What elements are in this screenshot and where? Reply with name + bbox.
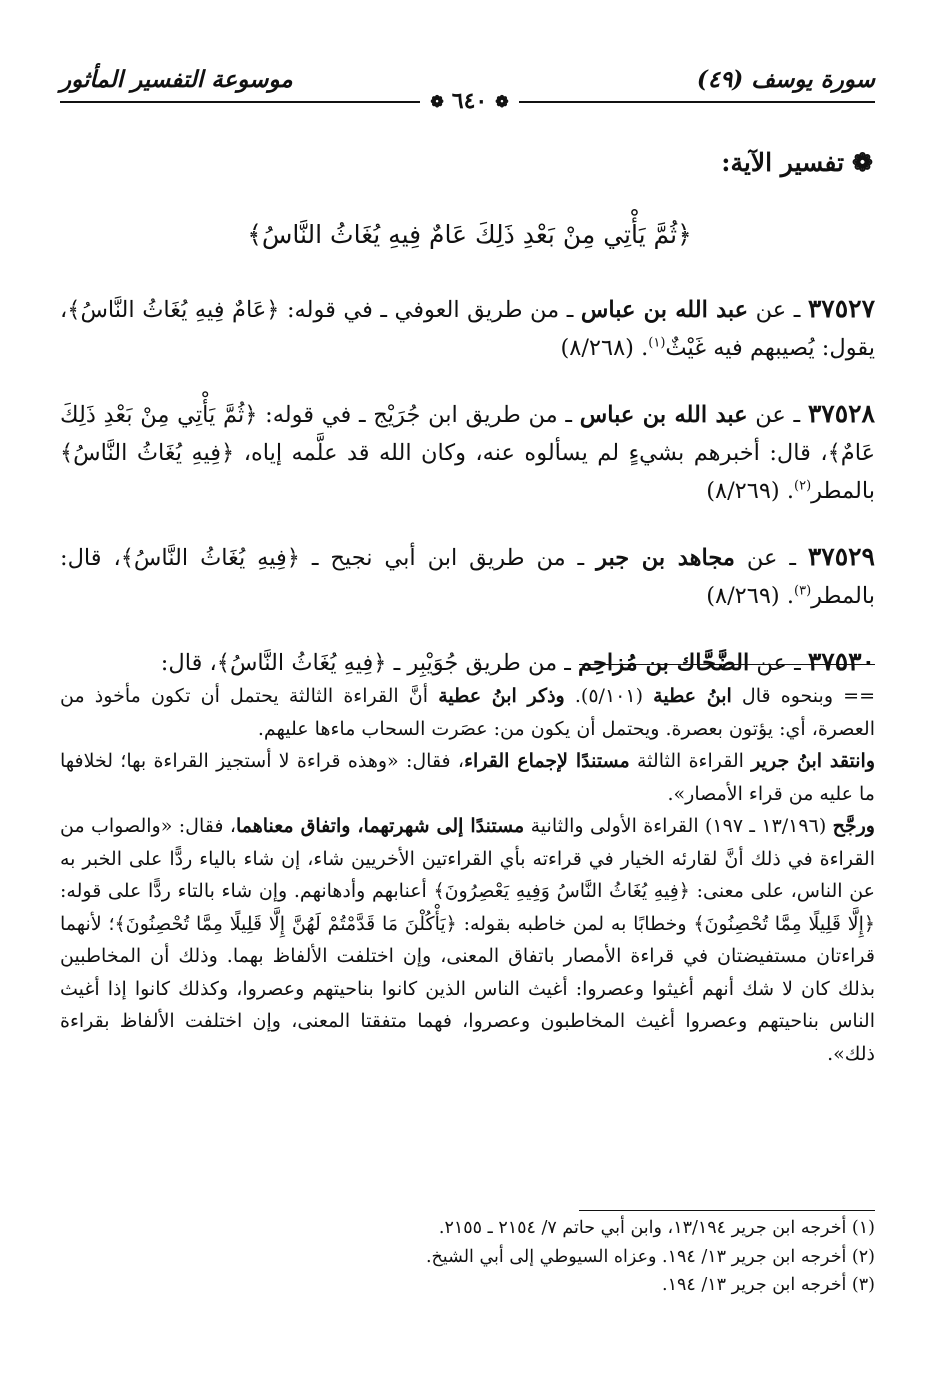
- note-bold: ورجَّح: [832, 815, 875, 837]
- footnotes: [60, 1214, 875, 1300]
- note-bold: وانتقد ابنُ جرير: [751, 750, 875, 772]
- entry-reference: . (٨/٢٦٨): [560, 335, 649, 361]
- footnote-ref[interactable]: (٣): [794, 583, 812, 599]
- entry-text: ، قال:: [160, 650, 217, 676]
- note-text: أعنابهم وأدهانهم. وإن شاء بالتاء ردًّا على قوله:: [60, 880, 434, 902]
- entry-reference: . (٨/٢٦٩): [706, 478, 794, 504]
- ornament-icon: ❁: [495, 91, 509, 111]
- entry-text: ، قال: أخبرهم بشيءٍ لم يسألوه عنه، وكان الله قد علَّمه إياه،: [234, 440, 828, 466]
- entry-text: ـ من طريق ابن أبي نجيح ـ: [299, 545, 597, 571]
- section-heading: [721, 148, 873, 177]
- note-text: أنَّ القراءة الثالثة يحتمل أن تكون مأخوذ من العصرة، أي: يؤتون بعصرة. ويحتمل أن يكون من: عصَرت السحاب ماءها عليهم.: [60, 685, 875, 740]
- quran-quote: ﴿فِيهِ يُغَاثُ النَّاسُ﴾: [120, 545, 300, 571]
- quran-quote: ﴿فِيهِ يُغَاثُ النَّاسُ وَفِيهِ يَعْصِرُونَ﴾: [433, 880, 690, 902]
- commentary-notes: [60, 680, 875, 1070]
- note-bold: مستندًا لإجماع القراء: [464, 750, 630, 772]
- page-number-wrap: [0, 88, 939, 114]
- narration-entry: [60, 290, 875, 367]
- entry-text: ـ من طريق العوفي ـ في قوله:: [279, 297, 581, 323]
- footnote-item: (٢) أخرجه ابن جرير ١٣/ ١٩٤. وعزاه السيوطي إلى أبي الشيخ.: [425, 1246, 875, 1267]
- note-text: وخطابًا به لمن خاطبه بقوله:: [456, 912, 694, 935]
- footnote-divider: [579, 1210, 875, 1211]
- entry-text: ـ عن: [747, 402, 808, 428]
- quran-quote: ﴿إِلَّا قَلِيلًا مِمَّا تُحْصِنُونَ﴾: [693, 912, 876, 935]
- narration-entry: [60, 395, 875, 510]
- narrator-name: الضَّحَّاك بن مُزاحِم: [578, 650, 750, 676]
- entry-number: ٣٧٥٢٨: [807, 399, 875, 428]
- note-text: ، فقال: «وهذه قراءة لا أستجيز القراءة بها؛ لخلافها ما عليه من قراء الأمصار».: [60, 750, 875, 805]
- note-text: ؛ لأنهما قراءتان مستفيضتان في قراءة الأمصار باتفاق المعنى، وإن اختلفت الألفاظ بهما. وذلك أن المخاطبين بذلك كان لا شك أنهم أغيثوا وعصروا: أغيث الناس الذين كانوا بناحيتهم وعصروا، وكذلك كانوا إذا أغيث الناس بناحيتهم وعصروا أغيث المخاطبون وعصروا، فهما متفقتا المعنى، وإن اختلفت الألفاظ بقراءة ذلك».: [60, 912, 875, 1065]
- footnote-ref[interactable]: (١): [648, 335, 666, 351]
- entry-text: ـ عن: [748, 297, 808, 323]
- entry-number: ٣٧٥٣٠: [807, 647, 875, 676]
- entry-reference: . (٨/٢٦٩): [706, 583, 794, 609]
- entry-text: ـ من طريق ابن جُرَيْج ـ في قوله:: [257, 402, 580, 428]
- narrator-name: مجاهد بن جبر: [596, 545, 735, 571]
- narration-entry: [60, 643, 875, 682]
- quran-quote: ﴿عَامٌ فِيهِ يُغَاثُ النَّاسُ﴾: [67, 297, 280, 323]
- page-number-box: [420, 88, 518, 114]
- entry-text: بالمطر: [811, 478, 875, 504]
- narrator-name: عبد الله بن عباس: [579, 402, 748, 428]
- notes-divider: [579, 664, 875, 665]
- note-text: (١٣/١٩٦ ـ ١٩٧) القراءة الأولى والثانية: [524, 815, 833, 837]
- note-paragraph: [60, 810, 875, 1070]
- quran-quote: ﴿فِيهِ يُغَاثُ النَّاسُ﴾: [216, 650, 387, 676]
- entry-text: ـ عن: [749, 650, 808, 676]
- quran-quote: ﴿فِيهِ يُغَاثُ النَّاسُ﴾: [60, 440, 235, 466]
- page-number: ٦٤٠: [451, 88, 488, 114]
- note-text: == وبنحوه قال: [731, 685, 875, 707]
- narration-entry: [60, 538, 875, 615]
- note-bold: وذكر ابنُ عطية: [438, 685, 565, 707]
- entry-text: ـ عن: [734, 545, 808, 571]
- footnote-item: (١) أخرجه ابن جرير ١٣/١٩٤، وابن أبي حاتم ٧/ ٢١٥٤ ـ ٢١٥٥.: [438, 1218, 875, 1238]
- footnote-item: (٣) أخرجه ابن جرير ١٣/ ١٩٤.: [662, 1275, 875, 1295]
- surah-title: سورة يوسف (٤٩): [696, 65, 875, 93]
- footnote-ref[interactable]: (٢): [794, 478, 812, 494]
- ornament-icon: ❁: [430, 91, 444, 111]
- narrator-name: عبد الله بن عباس: [580, 297, 749, 323]
- section-title: تفسير الآية:: [721, 148, 845, 177]
- book-title: موسوعة التفسير المأثور: [60, 65, 293, 93]
- entry-text: ـ من طريق جُوَيْبِر ـ: [386, 650, 579, 676]
- note-bold: مستندًا إلى شهرتهما، واتفاق معناهما: [235, 815, 525, 837]
- note-text: ، فقال: «والصواب من القراءة في ذلك أنَّ لقارئه الخيار في قراءته بأي القراءتين الأخريين شاء، إن شاء بالياء ردًّا على الخبر به عن الناس، على معنى:: [60, 815, 875, 902]
- quran-quote: ﴿ثُمَّ يَأْتِي مِنْ بَعْدِ ذَلِكَ عَامٌ﴾: [60, 402, 875, 466]
- flower-icon: ❁: [852, 148, 873, 177]
- entry-number: ٣٧٥٢٩: [807, 542, 875, 571]
- entry-text: ، يقول: يُصيبهم فيه غَيْثٌ: [60, 297, 875, 361]
- main-text: [60, 290, 875, 710]
- quran-quote: ﴿يَأْكُلْنَ مَا قَدَّمْتُمْ لَهُنَّ إِلَّا قَلِيلًا مِمَّا تُحْصِنُونَ﴾: [114, 912, 457, 935]
- note-text: (٥/١٠١).: [564, 685, 654, 707]
- entry-number: ٣٧٥٢٧: [807, 294, 875, 323]
- note-paragraph: [60, 745, 875, 810]
- note-bold: ابنُ عطية: [653, 685, 732, 707]
- note-text: القراءة الثالثة: [629, 750, 752, 772]
- quran-verse: ﴿ثُمَّ يَأْتِي مِنْ بَعْدِ ذَلِكَ عَامٌ فِيهِ يُغَاثُ النَّاسُ﴾: [247, 220, 692, 249]
- entry-text: ، قال: بالمطر: [60, 545, 875, 609]
- note-paragraph: [60, 680, 875, 745]
